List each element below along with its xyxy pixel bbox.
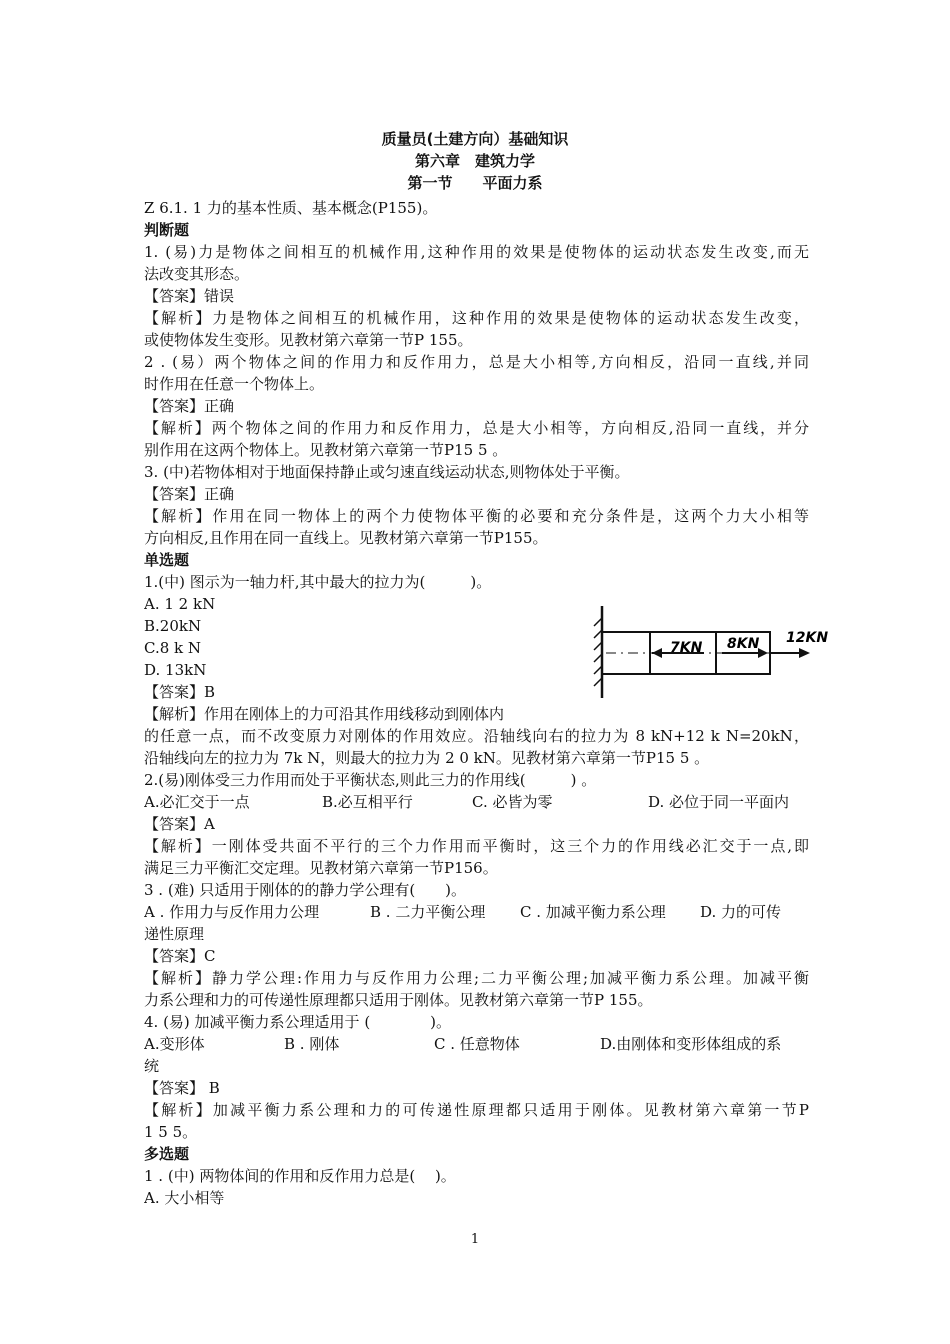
sc2-question: 2.(易)刚体受三力作用而处于平衡状态,则此三力的作用线( ) 。 [144,771,597,789]
force-label-12kn: 12KN [786,630,829,646]
tf1-question-cont: 法改变其形态。 [144,265,250,283]
sc1-option-c: C.8 k N [144,639,202,657]
mc1-option-a: A. 大小相等 [144,1189,225,1207]
sc4-option-a: A.变形体 [144,1035,205,1053]
tf1-question: 1. (易)力是物体之间相互的机械作用,这种作用的效果是使物体的运动状态发生改变,而无 [144,243,809,261]
true-false-heading: 判断题 [144,221,190,239]
sc4-option-d-cont: 统 [144,1057,160,1075]
single-choice-heading: 单选题 [144,551,190,569]
document-title: 质量员(土建方向）基础知识 [381,130,569,148]
sc1-analysis-cont2: 沿轴线向左的拉力为 7k N，则最大的拉力为 2 0 kN。见教材第六章第一节P15 5 。 [144,749,710,767]
section-title: 第一节 平面力系 [407,174,543,192]
sc3-option-d: D. 力的可传 [700,903,782,921]
page-number: 1 [470,1232,480,1247]
tf2-question-cont: 时作用在任意一个物体上。 [144,375,325,393]
sc3-analysis-cont: 力系公理和力的可传递性原理都只适用于刚体。见教材第六章第一节P 155。 [144,991,653,1009]
sc3-question: 3 . (难) 只适用于刚体的的静力学公理有( )。 [144,881,467,899]
sc4-options [144,1033,809,1055]
force-label-8kn: 8KN [727,636,760,652]
topic-line: Z 6.1. 1 力的基本性质、基本概念(P155)。 [144,199,438,217]
tf1-analysis-cont: 或使物体发生变形。见教材第六章第一节P 155。 [144,331,473,349]
mc1-question: 1 . (中) 两物体间的作用和反作用力总是( )。 [144,1167,456,1185]
sc1-question: 1.(中) 图示为一轴力杆,其中最大的拉力为( )。 [144,573,492,591]
sc4-analysis: 【解析】加减平衡力系公理和力的可传递性原理都只适用于刚体。见教材第六章第一节P [144,1101,809,1119]
sc1-analysis-cont: 的任意一点，而不改变原力对刚体的作用效应。沿轴线向右的拉力为 8 kN+12 k N=20kN， [144,727,809,745]
sc3-option-d-cont: 递性原理 [144,925,205,943]
sc3-answer: 【答案】C [144,947,216,965]
sc2-option-c: C. 必皆为零 [472,793,553,811]
sc3-options [144,901,809,923]
tf1-analysis: 【解析】力是物体之间相互的机械作用，这种作用的效果是使物体的运动状态发生改变， [144,309,809,327]
tf2-answer: 【答案】正确 [144,397,235,415]
sc4-option-d: D.由刚体和变形体组成的系 [600,1035,782,1053]
tf3-analysis-cont: 方向相反,且作用在同一直线上。见教材第六章第一节P155。 [144,529,548,547]
sc1-analysis: 【解析】作用在刚体上的力可沿其作用线移动到刚体内 [144,705,505,723]
tf3-analysis: 【解析】作用在同一物体上的两个力使物体平衡的必要和充分条件是，这两个力大小相等 [144,507,809,525]
sc3-analysis: 【解析】静力学公理:作用力与反作用力公理;二力平衡公理;加减平衡力系公理。加减平衡 [144,969,809,987]
tf1-answer: 【答案】错误 [144,287,235,305]
document-body [144,197,809,1209]
chapter-title: 第六章 建筑力学 [414,152,535,170]
sc3-option-a: A . 作用力与反作用力公理 [144,903,320,921]
tf2-analysis: 【解析】两个物体之间的作用力和反作用力，总是大小相等，方向相反,沿同一直线，并分 [144,419,809,437]
fixed-support [594,606,602,698]
sc2-option-a: A.必汇交于一点 [144,793,250,811]
multi-choice-heading: 多选题 [144,1145,190,1163]
tf3-question: 3. (中)若物体相对于地面保持静止或匀速直线运动状态,则物体处于平衡。 [144,463,630,481]
force-12kn-arrow [770,648,810,658]
sc2-options [144,791,809,813]
sc4-option-c: C . 任意物体 [434,1035,520,1053]
title-block [0,128,950,194]
axial-bar-diagram [592,602,834,702]
sc2-option-d: D. 必位于同一平面内 [648,793,790,811]
sc2-analysis-cont: 满足三力平衡汇交定理。见教材第六章第一节P156。 [144,859,498,877]
sc1-answer: 【答案】B [144,683,216,701]
tf2-question: 2 . (易）两个物体之间的作用力和反作用力，总是大小相等,方向相反，沿同一直线,并同 [144,353,809,371]
sc4-answer: 【答案】 B [144,1079,220,1097]
sc3-option-c: C . 加减平衡力系公理 [520,903,666,921]
sc2-option-b: B.必互相平行 [322,793,413,811]
force-label-7kn: 7KN [670,640,703,656]
sc1-option-a: A. 1 2 kN [144,595,216,613]
tf3-answer: 【答案】正确 [144,485,235,503]
sc4-analysis-cont: 1 5 5。 [144,1123,198,1141]
sc4-question: 4. (易) 加减平衡力系公理适用于 ( )。 [144,1013,452,1031]
sc1-option-d: D. 13kN [144,661,207,679]
tf2-analysis-cont: 别作用在这两个物体上。见教材第六章第一节P15 5 。 [144,441,508,459]
sc2-answer: 【答案】A [144,815,215,833]
sc2-analysis: 【解析】一刚体受共面不平行的三个力作用而平衡时，这三个力的作用线必汇交于一点,即 [144,837,809,855]
sc4-option-b: B . 刚体 [284,1035,340,1053]
sc3-option-b: B . 二力平衡公理 [370,903,486,921]
sc1-option-b: B.20kN [144,617,202,635]
